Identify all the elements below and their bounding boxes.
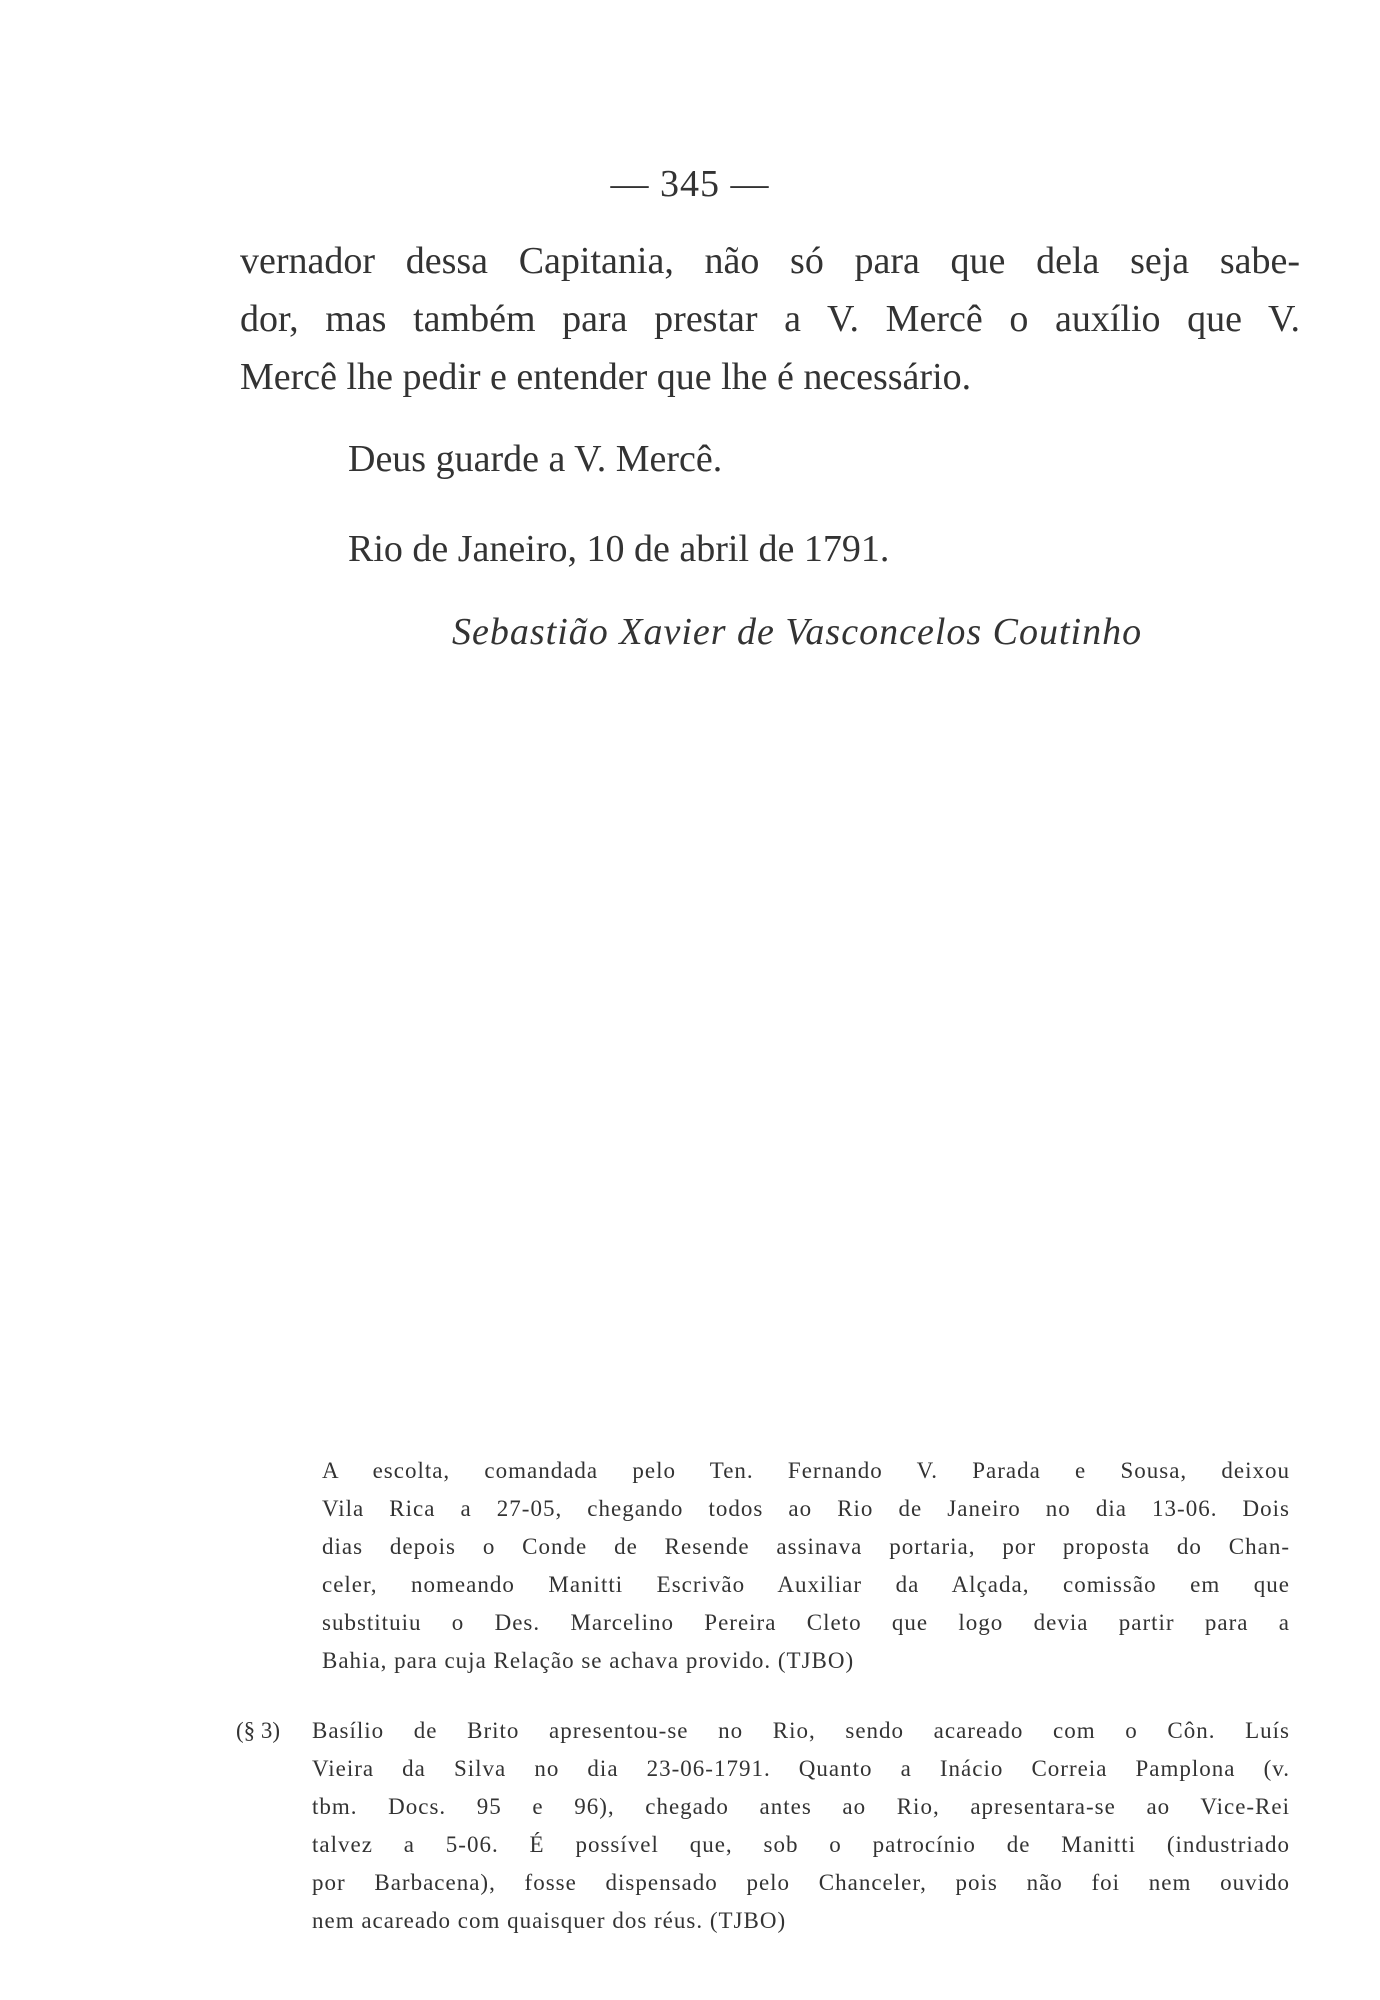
body-line: Mercê lhe pedir e entender que lhe é necessário. [240, 356, 972, 398]
note-line: talvez a 5-06. É possível que, sob o patrocínio de Manitti (industriado [312, 1832, 1290, 1857]
note-line: nem acareado com quaisquer dos réus. (TJBO) [312, 1908, 787, 1933]
closing-salutation: Deus guarde a V. Mercê. [348, 438, 723, 480]
note-line: tbm. Docs. 95 e 96), chegado antes ao Rio, apresentara-se ao Vice-Rei [312, 1794, 1290, 1819]
section-marker: (§ 3) [236, 1718, 281, 1743]
editorial-note-1 [322, 1452, 1290, 1680]
signature: Sebastião Xavier de Vasconcelos Coutinho [452, 611, 1143, 653]
note-line: por Barbacena), fosse dispensado pelo Chanceler, pois não foi nem ouvido [312, 1870, 1290, 1895]
note-line: celer, nomeando Manitti Escrivão Auxiliar da Alçada, comissão em que [322, 1572, 1290, 1597]
letter-body-paragraph [240, 232, 1300, 406]
dateline: Rio de Janeiro, 10 de abril de 1791. [348, 528, 890, 570]
note-line: Vila Rica a 27-05, chegando todos ao Rio de Janeiro no dia 13-06. Dois [322, 1496, 1290, 1521]
body-line: dor, mas também para prestar a V. Mercê o auxílio que V. [240, 298, 1300, 340]
editorial-note-2 [312, 1712, 1290, 1940]
body-line: vernador dessa Capitania, não só para que dela seja sabe- [240, 240, 1300, 282]
note-line: Bahia, para cuja Relação se achava provido. (TJBO) [322, 1648, 855, 1673]
note-line: Basílio de Brito apresentou-se no Rio, sendo acareado com o Côn. Luís [312, 1718, 1290, 1743]
note-line: Vieira da Silva no dia 23-06-1791. Quanto a Inácio Correia Pamplona (v. [312, 1756, 1290, 1781]
page-number: — 345 — [610, 163, 770, 205]
note-line: dias depois o Conde de Resende assinava portaria, por proposta do Chan- [322, 1534, 1290, 1559]
note-line: A escolta, comandada pelo Ten. Fernando V. Parada e Sousa, deixou [322, 1458, 1290, 1483]
note-line: substituiu o Des. Marcelino Pereira Cleto que logo devia partir para a [322, 1610, 1290, 1635]
